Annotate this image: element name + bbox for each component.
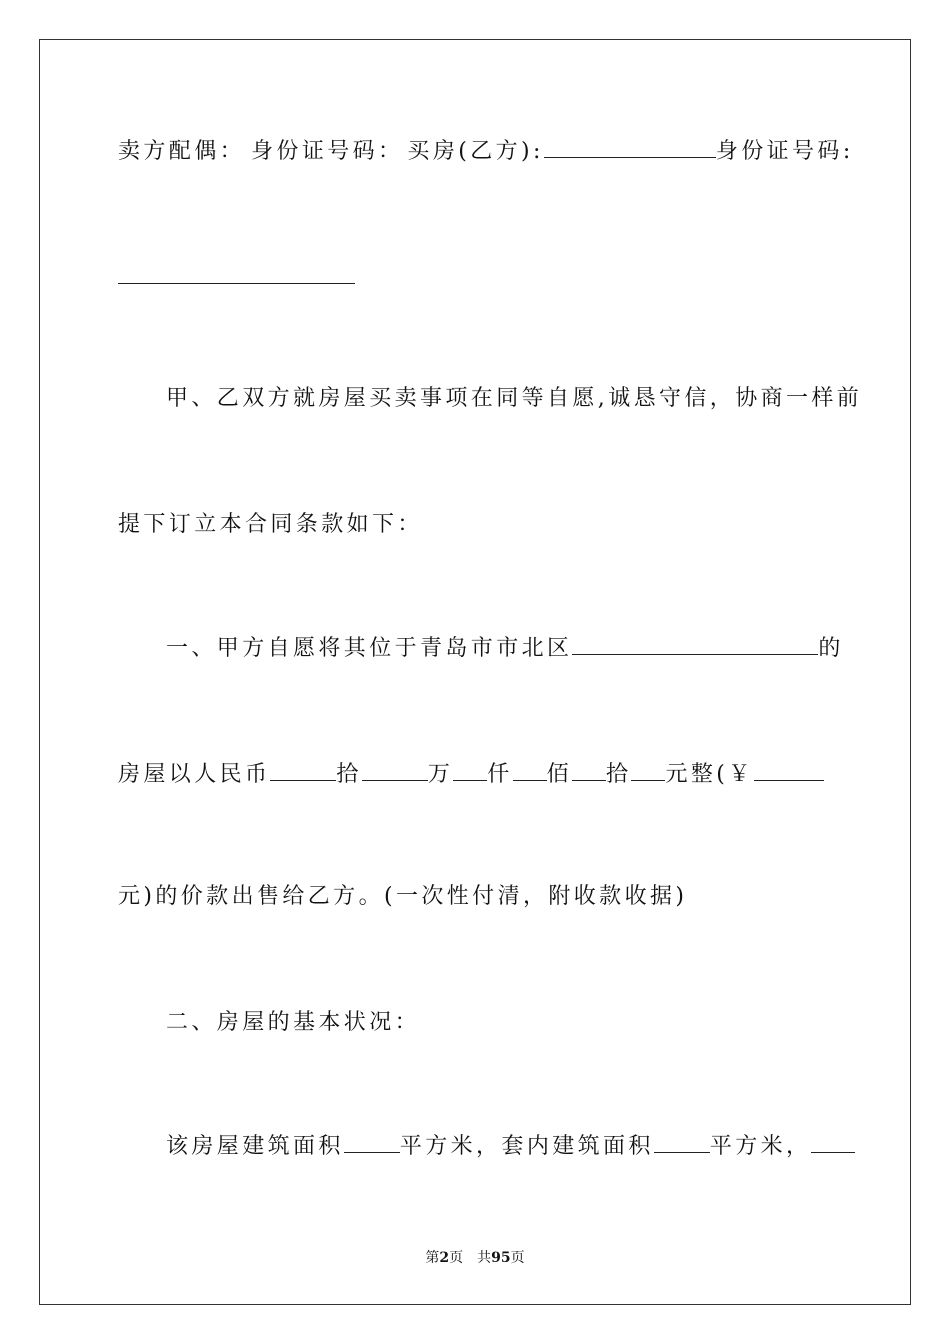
unit-shi-1: 拾 [336, 762, 362, 787]
clause1-location-text: 一、甲方自愿将其位于青岛市市北区 [166, 636, 573, 661]
sqm-label: 平方米， [709, 1134, 812, 1159]
buyer-id-blank [118, 283, 355, 284]
clause1-line-2 [118, 760, 832, 790]
price-blank-3 [453, 760, 487, 781]
page-prefix: 第 [425, 1250, 440, 1266]
unit-wan: 万 [427, 762, 454, 787]
buyer-name-blank [544, 137, 716, 158]
page-number: 2 [439, 1250, 450, 1266]
clause1-de-text: 的 [818, 636, 844, 661]
total-pages: 95 [491, 1250, 511, 1266]
page-footer [0, 1247, 950, 1267]
unit-yuan-zheng: 元整(￥ [665, 762, 754, 787]
page-suffix: 页 [449, 1250, 464, 1266]
page-border [39, 39, 911, 1305]
unit-qian: 仟 [487, 762, 513, 787]
inner-area-blank [654, 1132, 710, 1153]
price-blank-6 [631, 760, 665, 781]
inner-area-label: 平方米，套内建筑面积 [399, 1134, 654, 1159]
clause2-line-1 [166, 1132, 832, 1162]
total-suffix: 页 [510, 1250, 525, 1266]
clause2-heading: 二、房屋的基本状况： [166, 1010, 421, 1035]
address-blank [572, 634, 818, 655]
intro-line-2: 提下订立本合同条款如下： [118, 512, 423, 537]
floor-area-blank [344, 1132, 400, 1153]
price-blank-4 [513, 760, 547, 781]
unit-bai: 佰 [546, 762, 573, 787]
price-label: 房屋以人民币 [118, 762, 271, 787]
price-numeric-blank [754, 760, 824, 781]
price-blank-2 [362, 760, 428, 781]
seller-spouse-label: 卖方配偶： [118, 139, 246, 164]
floor-area-label: 该房屋建筑面积 [166, 1134, 344, 1159]
price-blank-5 [572, 760, 606, 781]
clause1-line-1 [166, 634, 844, 664]
trailing-blank [811, 1132, 855, 1153]
buyer-label: 买房(乙方): [407, 139, 544, 164]
clause1-line-3: 元)的价款出售给乙方。(一次性付清，附收款收据) [118, 884, 688, 909]
price-blank-1 [270, 760, 336, 781]
seller-spouse-line [118, 137, 854, 167]
seller-spouse-id-label: 身份证号码： [251, 139, 404, 164]
intro-line-1: 甲、乙双方就房屋买卖事项在同等自愿,诚恳守信，协商一样前 [166, 386, 863, 411]
buyer-id-label: 身份证号码: [715, 139, 854, 164]
total-prefix: 共 [477, 1250, 492, 1266]
unit-shi-2: 拾 [606, 762, 632, 787]
